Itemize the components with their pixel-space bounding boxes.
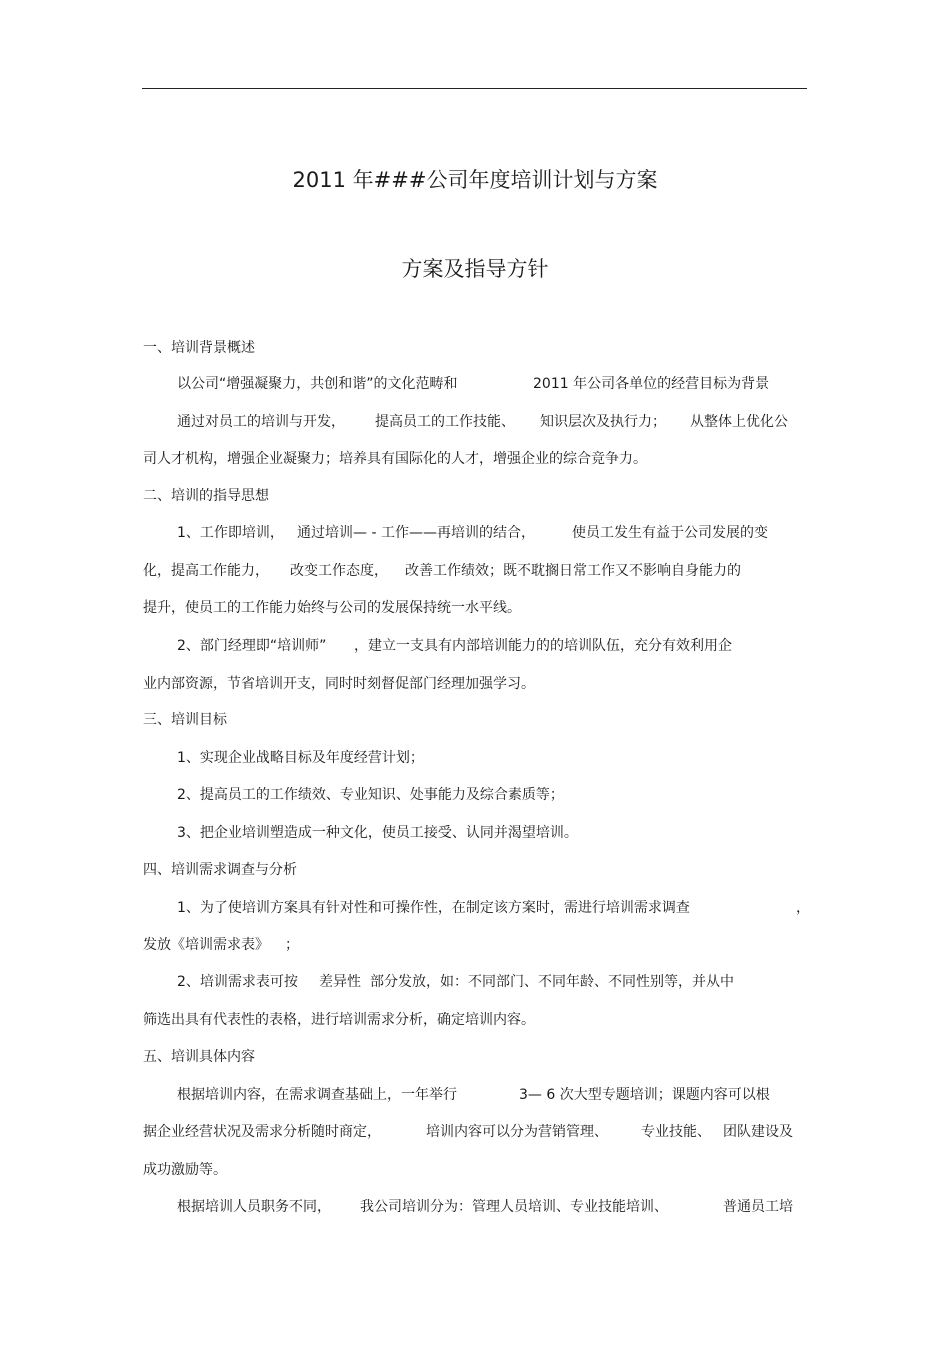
body-text: 3— 6 次大型专题培训；课题内容可以根 [519,1087,770,1103]
body-text: 改善工作绩效；既不耽搁日常工作又不影响自身能力的 [405,563,741,579]
body-text: ，建立一支具有内部培训能力的的培训队伍，充分有效利用企 [354,638,732,654]
body-text: 2、部门经理即“培训师” [177,638,327,654]
body-text: 从整体上优化公 [690,414,788,430]
body-text: 发放《培训需求表》 [143,937,269,953]
body-text: 成功激励等。 [143,1162,227,1178]
body-text: 差异性 [319,974,361,990]
list-item: 3、把企业培训塑造成一种文化，使员工接受、认同并渴望培训。 [177,825,578,841]
body-text: 化，提高工作能力， [143,563,269,579]
body-text: 我公司培训分为：管理人员培训、专业技能培训、 [360,1199,668,1215]
body-text: 业内部资源，节省培训开支，同时时刻督促部门经理加强学习。 [143,676,535,692]
body-text: 通过培训— - 工作——再培训的结合， [297,525,535,541]
body-text: 1、为了使培训方案具有针对性和可操作性，在制定该方案时，需进行培训需求调查 [177,900,690,916]
section-heading-2: 二、培训的指导思想 [143,488,269,504]
body-text: ； [285,937,299,953]
section-heading-5: 五、培训具体内容 [143,1049,255,1065]
list-item: 1、实现企业战略目标及年度经营计划； [177,750,424,766]
body-text: 提高员工的工作技能、 [375,414,515,430]
body-text: 1、工作即培训， [177,525,284,541]
document-subtitle: 方案及指导方针 [401,257,549,281]
body-text: 团队建设及 [723,1124,793,1140]
body-text: 2011 年公司各单位的经营目标为背景 [533,376,770,392]
document-title: 2011 年###公司年度培训计划与方案 [292,168,658,192]
body-text: 培训内容可以分为营销管理、 [426,1124,608,1140]
body-text: 知识层次及执行力； [540,414,666,430]
body-text: 普通员工培 [723,1199,793,1215]
body-text: ， [796,900,810,916]
body-text: 使员工发生有益于公司发展的变 [572,525,768,541]
body-text: 据企业经营状况及需求分析随时商定， [143,1124,381,1140]
body-text: 提升，使员工的工作能力始终与公司的发展保持统一水平线。 [143,600,521,616]
body-text: 根据培训人员职务不同， [177,1199,331,1215]
section-heading-3: 三、培训目标 [143,712,227,728]
section-heading-4: 四、培训需求调查与分析 [143,862,297,878]
body-text: 部分发放，如：不同部门、不同年龄、不同性别等，并从中 [370,974,734,990]
body-text: 司人才机构，增强企业凝聚力；培养具有国际化的人才，增强企业的综合竞争力。 [143,451,647,467]
body-text: 2、培训需求表可按 [177,974,298,990]
body-text: 通过对员工的培训与开发， [177,414,345,430]
body-text: 改变工作态度， [290,563,388,579]
body-text: 筛选出具有代表性的表格，进行培训需求分析，确定培训内容。 [143,1012,535,1028]
section-heading-1: 一、培训背景概述 [143,340,255,356]
body-text: 以公司“增强凝聚力，共创和谐”的文化范畴和 [177,376,458,392]
body-text: 专业技能、 [641,1124,711,1140]
list-item: 2、提高员工的工作绩效、专业知识、处事能力及综合素质等； [177,787,564,803]
header-rule [142,88,807,89]
body-text: 根据培训内容，在需求调查基础上，一年举行 [177,1087,457,1103]
